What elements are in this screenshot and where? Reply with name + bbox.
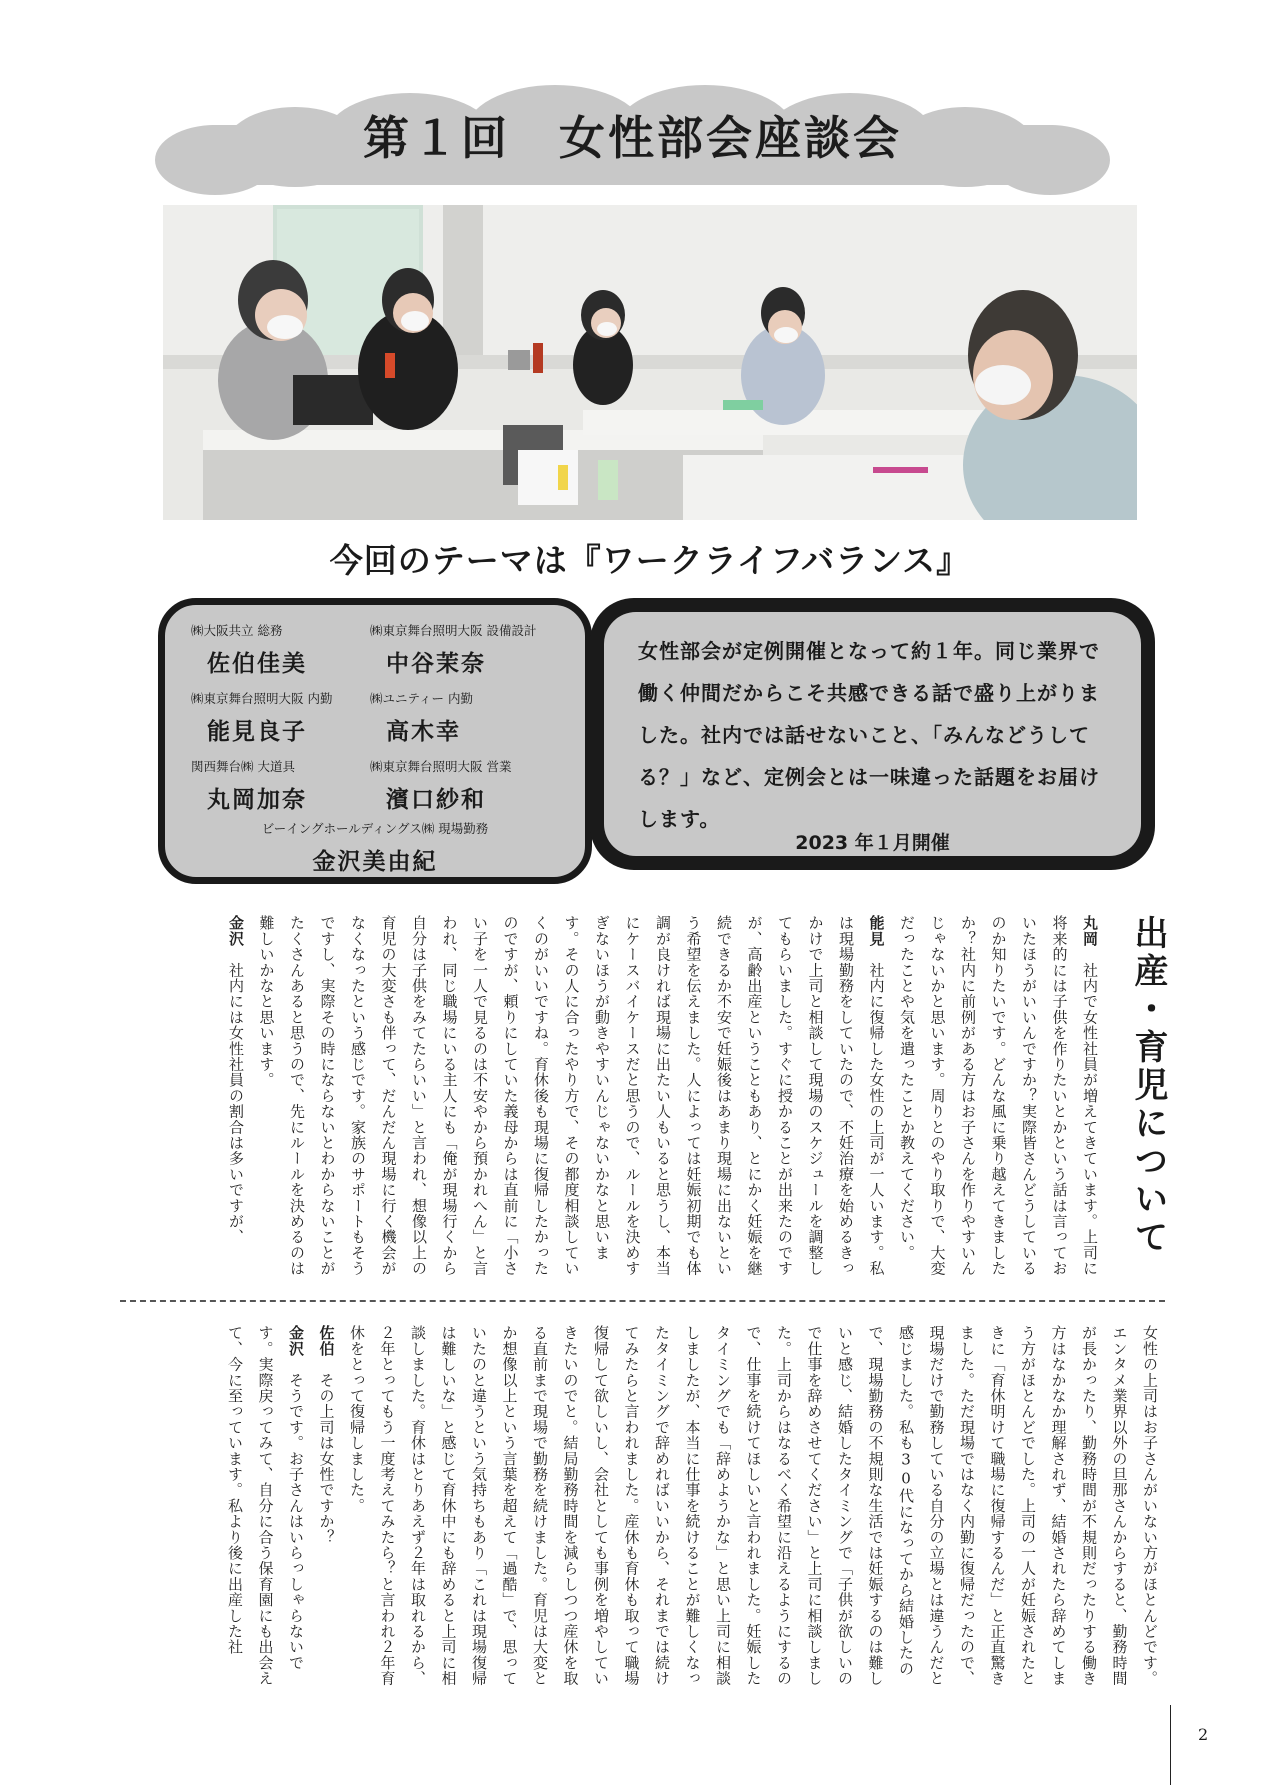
participant-affiliation: ビーイングホールディングス㈱ 現場勤務 [261, 821, 489, 836]
dialogue-paragraph [220, 1325, 312, 1695]
intro-text: 女性部会が定例開催となって約１年。同じ業界で働く仲間だからこそ共感できる話で盛り上がりました。社内では話せないこと、「みんなどうしてる？」など、定例会とは一味違った話題をお届けします。 [638, 639, 1100, 831]
participant [191, 757, 307, 814]
event-date: 2023 年１月開催 [795, 832, 950, 854]
participant [191, 621, 307, 678]
participant-affiliation: ㈱ユニティー 内勤 [370, 691, 473, 706]
participant-affiliation: ㈱大阪共立 総務 [191, 623, 283, 638]
paragraph-text: その上司は女性ですか？ [317, 1372, 336, 1545]
section-heading: 出産・育児について [1128, 915, 1168, 1257]
participant-name: 高木幸 [386, 719, 461, 745]
participant [191, 689, 332, 746]
lower-text-block [160, 1325, 1165, 1695]
page-number: 2 [1198, 1725, 1209, 1744]
intro-box [590, 598, 1155, 870]
participant-affiliation: 関西舞台㈱ 大道具 [191, 759, 295, 774]
participant-affiliation: ㈱東京舞台照明大阪 設備設計 [370, 623, 537, 638]
dialogue-paragraph [311, 1325, 342, 1695]
dialogue-paragraph [342, 1325, 1166, 1695]
participants-box [158, 598, 592, 884]
speaker-name: 金沢 [227, 915, 245, 947]
paragraph-text: 社内で女性社員が増えてきています。上司に将来的には子供を作りたいとかという話は言っておいたほうがいいんですか？実際皆さんどうしているのか知りたいです。どんな風に乗り越えてきましたか？社内に前例がある方はお子さんを作りやすいんじゃないかと思います。周りとのやり取りで、大変だったことや気を遣ったことか教えてください。 [898, 915, 1099, 1277]
participant-name: 丸岡加奈 [207, 787, 307, 813]
participant-affiliation: ㈱東京舞台照明大阪 営業 [370, 759, 512, 774]
section-divider [120, 1300, 1165, 1302]
participant [370, 757, 511, 814]
participant [165, 819, 585, 876]
participant [370, 621, 536, 678]
participant-name: 能見良子 [207, 719, 307, 745]
participant [370, 689, 473, 746]
speaker-name: 佐伯 [317, 1325, 336, 1357]
upper-text-block [160, 915, 1105, 1280]
paragraph-text: そうです。お子さんはいらっしゃらないです。実際戻ってみて、自分に合う保育園にも出会えて、今に至っています。私より後に出産した社 [226, 1325, 305, 1687]
speaker-name: 能見 [867, 915, 886, 947]
participant-affiliation: ㈱東京舞台照明大阪 内勤 [191, 691, 333, 706]
page-number-rule [1170, 1705, 1171, 1785]
participant-name: 佐伯佳美 [207, 651, 307, 677]
page-title: 第１回 女性部会座談会 [363, 111, 902, 165]
paragraph-text: 社内に復帰した女性の上司が一人います。私は現場勤務をしていたので、不妊治療を始めるきっかけで上司と相談して現場のスケジュールを調整してもらいました。すぐに授かることが出来たのですが、高齢出産ということもあり、とにかく妊娠を継続できるか不安で妊娠後はあまり現場に出ないという希望を伝えました。人によっては妊娠初期でも体調が良ければ現場に出たい人もいると思うし、本当にケースバイケースだと思うので、ルールを決めすぎないほうが動きやすいんじゃないかなと思います。その人に合ったやり方で、その都度相談していくのがいいですね。育休後も現場に復帰したかったのですが、頼りにしていた義母からは直前に「小さい子を一人で見るのは不安やから預かれへん」と言われ、同じ職場にいる主人にも「俺が現場行くから自分は子供をみてたらいい」と言われ、想像以上の育児の大変さも伴って、だんだん現場に行く機会がなくなったという感じです。家族のサポートもそうですし、実際その時にならないとわからないことがたくさんあると思うので、先にルールを決めるのは難しいかなと思います。 [257, 915, 886, 1277]
dialogue-paragraph [251, 915, 892, 1280]
speaker-name: 金沢 [287, 1325, 305, 1357]
participant-name: 金沢美由紀 [312, 849, 438, 875]
paragraph-text: 社内には女性社員の割合は多いですが、 [227, 962, 245, 1245]
meeting-photo [163, 205, 1137, 520]
dialogue-paragraph [892, 915, 1106, 1280]
paragraph-text: 女性の上司はお子さんがいない方がほとんどです。エンタメ業界以外の旦那さんからすると、勤務時間が長かったり、勤務時間が不規則だったりする働き方はなかなか理解されず、結婚されたら辞めてしまう方がほとんどでした。上司の一人が妊娠されたときに「育休明けて職場に復帰するんだ」と正直驚きました。ただ現場ではなく内勤に復帰だったので、現場だけで勤務している自分の立場とは違うんだと感じました。私も30代になってから結婚したので、現場勤務の不規則な生活では妊娠するのは難しいと感じ、結婚したタイミングで「子供が欲しいので仕事を辞めさせてください」と上司に相談しました。上司からはなるべく希望に沿えるようにするので、仕事を続けてほしいと言われました。妊娠したタイミングでも「辞めようかな」と思い上司に相談しましたが、本当に仕事を続けることが難しくなったタイミングで辞めればいいから、それまでは続けてみたらと言われました。産休も育休も取って職場復帰して欲しいし、会社としても事例を増やしていきたいのでと。結局勤務時間を減らしつつ産休を取る直前まで現場で勤務を続けました。育児は大変とか想像以上という言葉を超えて「過酷」で、思っていたのと違うという気持ちもあり「これは現場復帰は難しいな」と感じて育休中にも辞めると上司に相談しました。育休はとりあえず２年は取れるから、２年とってもう一度考えてみたら？と言われ２年育休をとって復帰しました。 [348, 1325, 1159, 1687]
participant-name: 濱口紗和 [386, 787, 486, 813]
theme-heading: 今回のテーマは『ワークライフバランス』 [329, 541, 971, 580]
participant-name: 中谷茉奈 [386, 651, 486, 677]
speaker-name: 丸岡 [1081, 915, 1099, 947]
dialogue-paragraph [221, 915, 252, 1280]
